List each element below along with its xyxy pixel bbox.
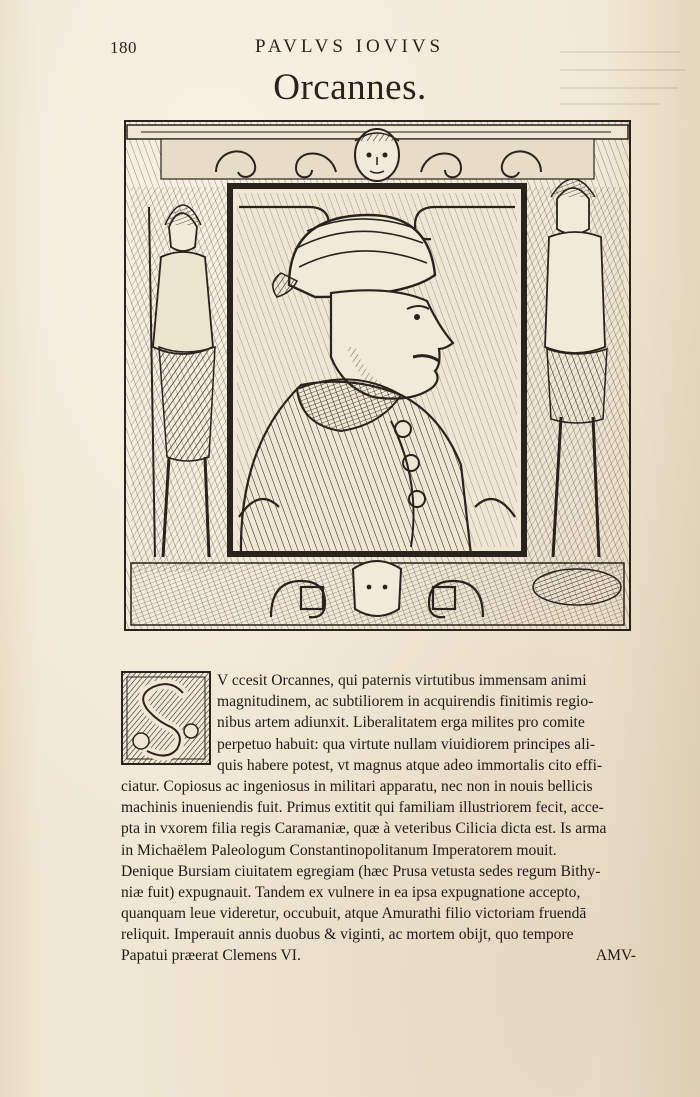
last-line — [121, 945, 636, 966]
text-line: quanquam leue videretur, occubuit, atque Amurathi filio victoriam fruendā — [121, 905, 587, 923]
text-line: Papatui præerat Clemens VI. — [121, 947, 301, 965]
text-line: reliquit. Imperauit annis duobus & viginti, ac mortem obijt, quo tempore — [121, 926, 574, 944]
page-title: Orcannes. — [273, 67, 427, 108]
text-line: magnitudinem, ac subtiliorem in acquirendis finitimis regio- — [217, 693, 594, 711]
portrait-woodcut — [121, 117, 634, 634]
text-line: Denique Bursiam ciuitatem egregiam (hæc Prusa vetusta sedes regum Bithy- — [121, 862, 601, 880]
text-line: niæ fuit) expugnauit. Tandem ex vulnere in ea ipsa expugnatione accepto, — [121, 883, 581, 901]
warrior-figure-icon — [131, 187, 231, 572]
text-line: in Michaëlem Paleologum Constantinopolitanum Imperatorem mouit. — [121, 841, 557, 859]
text-line: V ccesit Orcannes, qui paternis virtutibus immensam animi — [217, 672, 587, 689]
mask-icon — [355, 129, 399, 181]
text-line: quis habere potest, vt magnus atque adeo immortalis cito effi- — [217, 756, 603, 774]
bottom-mask-icon — [353, 561, 401, 616]
running-head: PAVLVS IOVIVS — [255, 36, 445, 57]
female-figure-icon — [524, 179, 624, 605]
text-line: nibus artem adiunxit. Liberalitatem erga milites pro comite — [217, 714, 585, 732]
text-line: machinis inueniendis fuit. Primus extitit qui familiam illustriorem fecit, accе- — [121, 799, 604, 817]
page-number: 180 — [110, 38, 137, 57]
catchword: AMV- — [595, 947, 636, 965]
text-line: perpetuo habuit: qua virtute nullam viuidiorem principes ali- — [217, 735, 596, 753]
text-line: ciatur. Copiosus ac ingeniosus in militari apparatu, nec non in nouis bellicis — [121, 777, 593, 795]
body-text — [121, 670, 636, 967]
text-line: pta in vxorem filia regis Caramaniæ, quæ à veteribus Cilicia dicta est. Is arma — [121, 820, 607, 838]
